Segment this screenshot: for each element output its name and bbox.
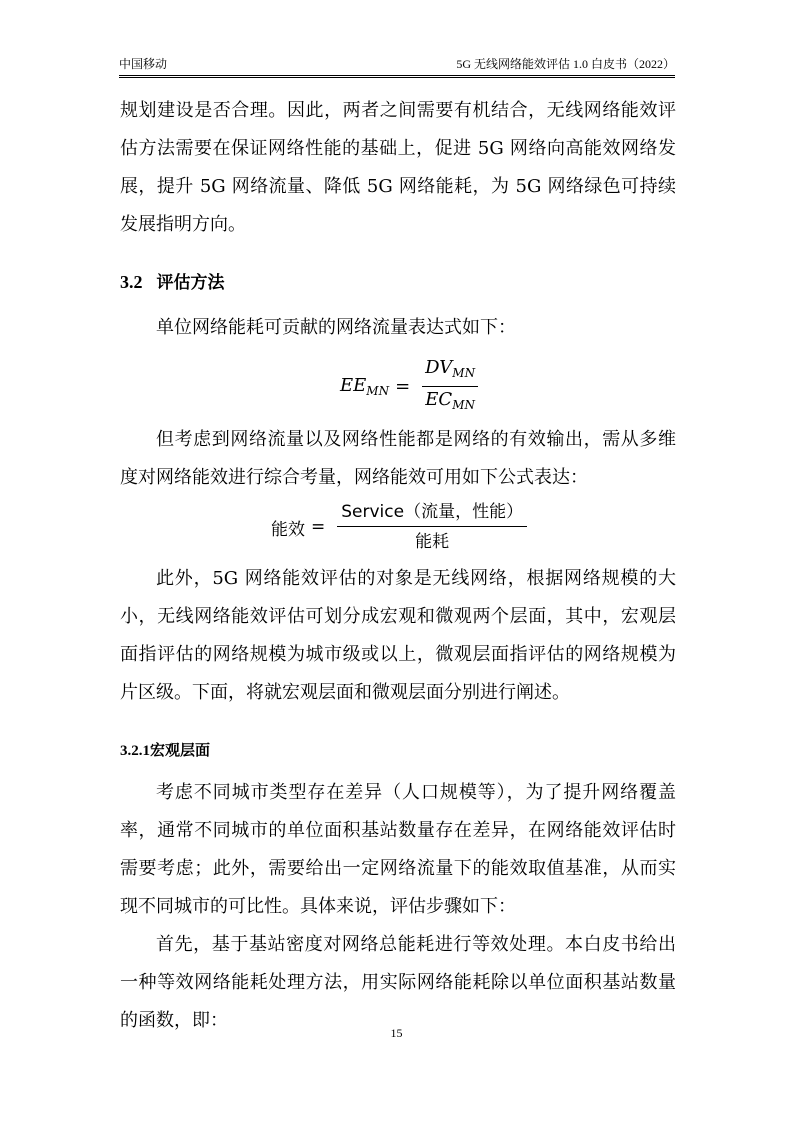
header-rule xyxy=(119,75,675,78)
section-heading-3-2 xyxy=(120,268,225,293)
formula-equals: = xyxy=(395,376,411,397)
section-title: 宏观层面 xyxy=(150,741,211,759)
formula-efficiency xyxy=(271,500,527,554)
formula-equals: = xyxy=(311,517,326,537)
section-heading-3-2-1 xyxy=(120,739,210,760)
header-left: 中国移动 xyxy=(119,57,168,71)
paragraph-5: 考虑不同城市类型存在差异（人口规模等），为了提升网络覆盖率，通常不同城市的单位面积基站数量存在差异，在网络能效评估时需要考虑；此外，需要给出一定网络流量下的能效取值基准，从而实现不同城市的可比性。具体来说，评估步骤如下： xyxy=(120,782,676,917)
section-number: 3.2 xyxy=(120,272,143,292)
paragraph-2: 单位网络能耗可贡献的网络流量表达式如下： xyxy=(156,317,516,338)
section-number: 3.2.1 xyxy=(120,743,150,759)
paragraph-6: 首先，基于基站密度对网络总能耗进行等效处理。本白皮书给出一种等效网络能耗处理方法，用实际网络能耗除以单位面积基站数量的函数，即： xyxy=(120,934,676,1031)
header-right: 5G 无线网络能效评估 1.0 白皮书（2022） xyxy=(456,57,675,71)
paragraph-4: 此外，5G 网络能效评估的对象是无线网络，根据网络规模的大小，无线网络能效评估可划分成宏观和微观两个层面，其中，宏观层面指评估的网络规模为城市级或以上，微观层面指评估的网络规模为片区级。下面，将就宏观层面和微观层面分别进行阐述。 xyxy=(120,568,676,703)
page-number: 15 xyxy=(390,1026,403,1040)
formula-fraction xyxy=(337,500,527,554)
formula-numerator: $DV_{MN}$ xyxy=(422,356,478,387)
formula-denominator: $EC_{MN}$ xyxy=(425,389,475,412)
section-title: 评估方法 xyxy=(156,273,225,293)
formula-ee xyxy=(340,356,478,417)
formula-fraction xyxy=(422,356,478,417)
paragraph-3: 但考虑到网络流量以及网络性能都是网络的有效输出，需从多维度对网络能效进行综合考量，网络能效可用如下公式表达： xyxy=(120,429,676,488)
formula-lhs: 能效 xyxy=(271,519,305,540)
formula-lhs: $EE_{MN}$ xyxy=(340,375,390,398)
paragraph-1: 规划建设是否合理。因此，两者之间需要有机结合，无线网络能效评估方法需要在保证网络性能的基础上，促进 5G 网络向高能效网络发展，提升 5G 网络流量、降低 5G 网络能耗，为 5G 网络绿色可持续发展指明方向。 xyxy=(120,100,676,235)
page-header xyxy=(119,54,675,74)
formula-denominator: 能耗 xyxy=(415,532,450,552)
formula-numerator: Service（流量，性能） xyxy=(337,500,527,527)
